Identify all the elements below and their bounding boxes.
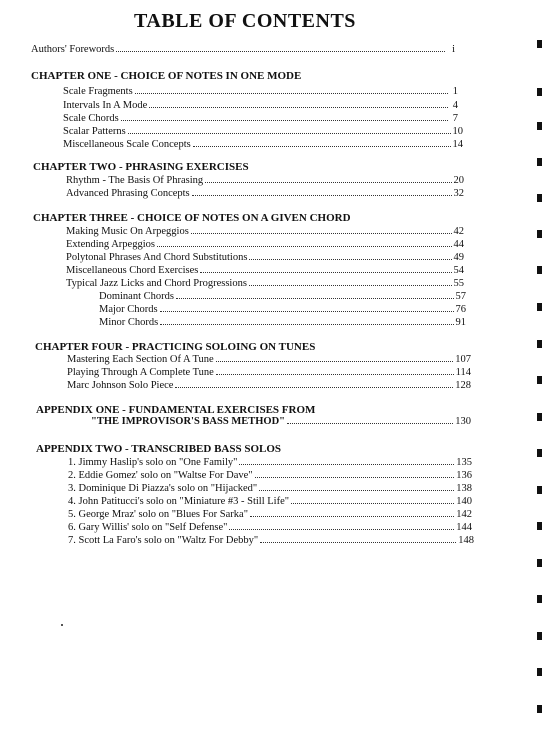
page-number: 148 [458, 535, 474, 546]
toc-entry [66, 250, 464, 264]
binding-mark [537, 40, 542, 48]
dot-leader [135, 84, 448, 94]
entry-label: Advanced Phrasing Concepts [66, 188, 190, 199]
entry-label: Miscellaneous Chord Exercises [66, 265, 199, 276]
binding-mark [537, 340, 542, 348]
entry-label: Dominant Chords [99, 291, 174, 302]
entry-label: "THE IMPROVISOR'S BASS METHOD" [91, 416, 285, 427]
toc-entry [63, 98, 458, 112]
binding-mark [537, 413, 542, 421]
entry-label: 6. Gary Willis' solo on "Self Defense" [68, 522, 228, 533]
entry-label: Mastering Each Section Of A Tune [67, 354, 214, 365]
toc-entry [68, 455, 472, 469]
page-number: 128 [455, 380, 471, 391]
dot-leader [249, 250, 451, 260]
chapter-three-heading: CHAPTER THREE - CHOICE OF NOTES ON A GIVEN CHORD [33, 212, 351, 224]
dot-leader [200, 263, 451, 273]
page-number: 144 [456, 522, 472, 533]
dot-leader [157, 237, 452, 247]
page-number: 76 [455, 304, 466, 315]
entry-label: Intervals In A Mode [63, 100, 148, 111]
toc-entry [66, 173, 464, 187]
dot-leader [121, 111, 448, 121]
scan-speck [61, 624, 63, 626]
entry-label: 5. George Mraz' solo on "Blues For Sarka" [68, 509, 248, 520]
page-number: 1 [452, 86, 458, 97]
dot-leader [192, 186, 452, 196]
entry-label: 1. Jimmy Haslip's solo on "One Family" [68, 457, 238, 468]
page-number: 7 [452, 113, 458, 124]
dot-leader [160, 302, 454, 312]
toc-entry [66, 263, 464, 277]
page-number: 10 [452, 126, 463, 137]
page-number: 42 [453, 226, 464, 237]
entry-label: 3. Dominique Di Piazza's solo on "Hijacked" [68, 483, 258, 494]
dot-leader [175, 378, 453, 388]
toc-entry [67, 378, 471, 392]
page-number: 49 [453, 252, 464, 263]
binding-mark [537, 376, 542, 384]
entry-label: 4. John Patitucci's solo on "Miniature #3 - Still Life" [68, 496, 290, 507]
entry-label: Typical Jazz Licks and Chord Progressions [66, 278, 247, 289]
toc-entry [67, 365, 471, 379]
toc-subentry [99, 315, 466, 329]
dot-leader [193, 137, 451, 147]
entry-label: Rhythm - The Basis Of Phrasing [66, 175, 204, 186]
entry-label: Marc Johnson Solo Piece [67, 380, 174, 391]
dot-leader [128, 124, 451, 134]
dot-leader [149, 98, 448, 108]
dot-leader [229, 520, 454, 530]
toc-entry [66, 276, 464, 290]
toc-entry-forewords [31, 42, 455, 56]
page-number: 54 [453, 265, 464, 276]
page-number: 140 [456, 496, 472, 507]
page-number: 20 [453, 175, 464, 186]
toc-subentry [99, 289, 466, 303]
binding-mark [537, 303, 542, 311]
dot-leader [116, 42, 445, 52]
dot-leader [191, 224, 452, 234]
dot-leader [216, 352, 454, 362]
toc-entry [68, 494, 472, 508]
chapter-two-heading: CHAPTER TWO - PHRASING EXERCISES [33, 161, 249, 173]
dot-leader [250, 507, 454, 517]
toc-subentry [99, 302, 466, 316]
toc-entry [66, 224, 464, 238]
toc-entry [68, 533, 474, 547]
chapter-four-heading: CHAPTER FOUR - PRACTICING SOLOING ON TUNES [35, 341, 316, 353]
binding-mark [537, 705, 542, 713]
entry-label: Minor Chords [99, 317, 159, 328]
dot-leader [259, 481, 454, 491]
entry-label: Scale Chords [63, 113, 119, 124]
toc-entry [66, 237, 464, 251]
dot-leader [255, 468, 455, 478]
toc-entry [68, 468, 472, 482]
entry-label: 2. Eddie Gomez' solo on "Waltse For Dave" [68, 470, 253, 481]
toc-entry [68, 481, 472, 495]
binding-mark [537, 668, 542, 676]
page-number: 32 [453, 188, 464, 199]
entry-label: Making Music On Arpeggios [66, 226, 189, 237]
entry-label: Scalar Patterns [63, 126, 126, 137]
entry-label: Extending Arpeggios [66, 239, 155, 250]
entry-label: Major Chords [99, 304, 158, 315]
page-number: 55 [453, 278, 464, 289]
page-number: i [452, 44, 455, 55]
page-number: 91 [455, 317, 466, 328]
page-number: 114 [455, 367, 471, 378]
entry-label: Authors' Forewords [31, 44, 115, 55]
dot-leader [249, 276, 452, 286]
binding-mark [537, 559, 542, 567]
dot-leader [216, 365, 454, 375]
page-number: 138 [456, 483, 472, 494]
binding-mark [537, 88, 542, 96]
binding-mark [537, 486, 542, 494]
page-number: 4 [452, 100, 458, 111]
appendix-one-heading: APPENDIX ONE - FUNDAMENTAL EXERCISES FROM [36, 404, 316, 416]
toc-entry [66, 186, 464, 200]
binding-mark [537, 449, 542, 457]
binding-mark [537, 122, 542, 130]
toc-entry [67, 352, 471, 366]
dot-leader [260, 533, 456, 543]
dot-leader [176, 289, 454, 299]
binding-mark [537, 266, 542, 274]
binding-mark [537, 595, 542, 603]
page-number: 57 [455, 291, 466, 302]
binding-mark [537, 194, 542, 202]
entry-label: Playing Through A Complete Tune [67, 367, 214, 378]
binding-mark [537, 632, 542, 640]
toc-entry [68, 520, 472, 534]
page-number: 130 [455, 416, 471, 427]
appendix-two-heading: APPENDIX TWO - TRANSCRIBED BASS SOLOS [36, 443, 282, 455]
page-number: 136 [456, 470, 472, 481]
toc-entry [63, 84, 458, 98]
entry-label: Polytonal Phrases And Chord Substitutions [66, 252, 248, 263]
toc-entry-appendix-one [91, 414, 471, 428]
chapter-one-heading: CHAPTER ONE - CHOICE OF NOTES IN ONE MODE [31, 70, 302, 82]
page-number: 44 [453, 239, 464, 250]
toc-entry [63, 124, 463, 138]
page-number: 135 [456, 457, 472, 468]
dot-leader [205, 173, 451, 183]
toc-entry [63, 137, 463, 151]
dot-leader [160, 315, 453, 325]
entry-label: Scale Fragments [63, 86, 133, 97]
binding-mark [537, 230, 542, 238]
toc-entry [63, 111, 458, 125]
entry-label: 7. Scott La Faro's solo on "Waltz For Debby" [68, 535, 259, 546]
page-number: 107 [455, 354, 471, 365]
toc-entry [68, 507, 472, 521]
binding-mark [537, 522, 542, 530]
page-number: 142 [456, 509, 472, 520]
binding-mark [537, 158, 542, 166]
dot-leader [291, 494, 454, 504]
dot-leader [239, 455, 454, 465]
dot-leader [287, 414, 453, 424]
page-number: 14 [452, 139, 463, 150]
page-title: TABLE OF CONTENTS [134, 10, 356, 32]
entry-label: Miscellaneous Scale Concepts [63, 139, 191, 150]
